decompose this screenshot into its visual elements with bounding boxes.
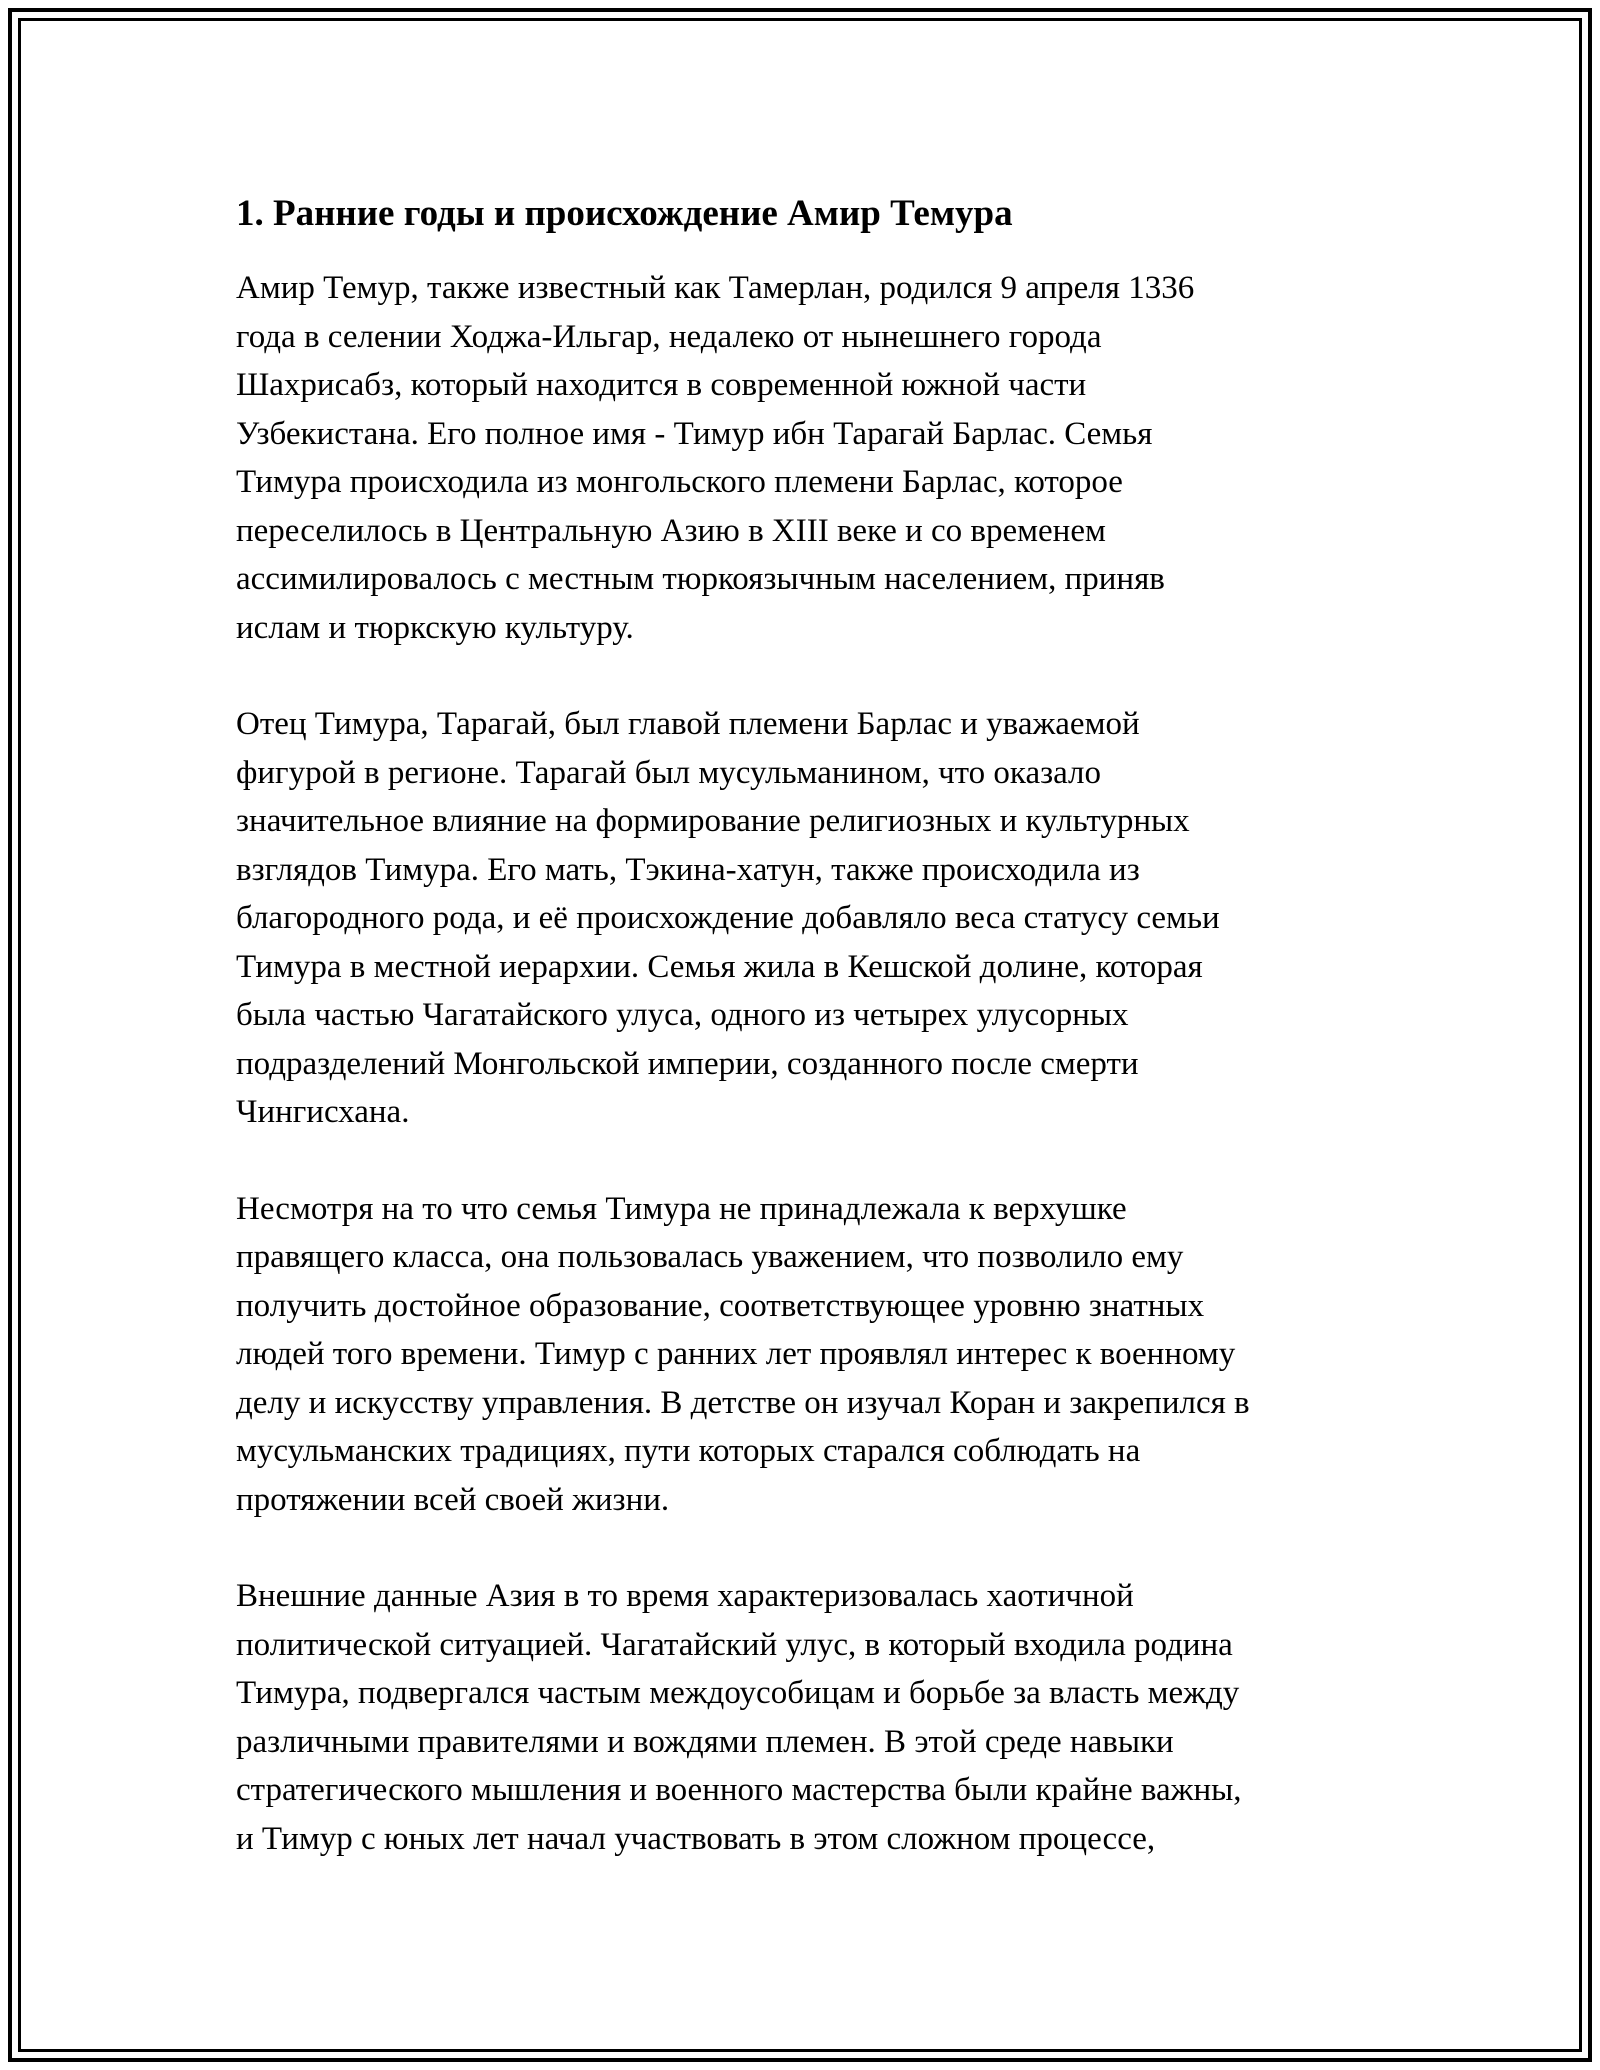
document-body	[236, 186, 1376, 1863]
text-line: Амир Темур, также известный как Тамерлан, родился 9 апреля 1336	[236, 270, 1195, 306]
text-line: подразделений Монгольской империи, созданного после смерти	[236, 1045, 1139, 1082]
text-line: мусульманских традициях, пути которых старался соблюдать на	[236, 1433, 1141, 1469]
text-line: благородного рода, и её происхождение добавляло веса статусу семьи	[236, 900, 1220, 936]
section-title: 1. Ранние годы и происхождение Амир Темура	[236, 193, 1013, 234]
text-line: Шахрисабз, который находится в современной южной части	[236, 367, 1087, 403]
text-line: различными правителями и вождями племен. В этой среде навыки	[236, 1723, 1174, 1760]
text-line: получить достойное образование, соответствующее уровню знатных	[236, 1287, 1205, 1324]
text-line: взглядов Тимура. Его мать, Тэкина-хатун, также происходила из	[236, 851, 1140, 888]
text-line: года в селении Ходжа-Ильгар, недалеко от нынешнего города	[236, 318, 1102, 355]
text-line: Чингисхана.	[236, 1094, 410, 1130]
text-line: Внешние данные Азия в то время характеризовалась хаотичной	[236, 1578, 1134, 1614]
text-line: фигурой в регионе. Тарагай был мусульманином, что оказало	[236, 754, 1102, 791]
text-line: стратегического мышления и военного мастерства были крайне важны,	[236, 1772, 1242, 1808]
text-line: переселилось в Центральную Азию в XIII веке и со временем	[236, 512, 1106, 549]
text-line: Отец Тимура, Тарагай, был главой племени Барлас и уважаемой	[236, 706, 1140, 742]
text-line: Тимура происходила из монгольского племени Барлас, которое	[236, 464, 1123, 500]
text-line: делу и искусству управления. В детстве он изучал Коран и закрепился в	[236, 1384, 1250, 1421]
text-line: Тимура в местной иерархии. Семья жила в Кешской долине, которая	[236, 948, 1203, 985]
paragraph-3	[236, 1185, 1376, 1525]
text-line: Узбекистана. Его полное имя - Тимур ибн Тарагай Барлас. Семья	[236, 415, 1153, 452]
text-line: ассимилировалось с местным тюркоязычным населением, приняв	[236, 561, 1165, 597]
paragraph-4	[236, 1572, 1376, 1863]
text-line: людей того времени. Тимур с ранних лет проявлял интерес к военному	[236, 1336, 1236, 1372]
text-line: и Тимур с юных лет начал участвовать в этом сложном процессе,	[236, 1820, 1156, 1857]
text-line: ислам и тюркскую культуру.	[236, 609, 634, 646]
paragraph-2	[236, 700, 1376, 1137]
text-line: Тимура, подвергался частым междоусобицам и борьбе за власть между	[236, 1675, 1240, 1711]
text-line: политической ситуацией. Чагатайский улус, в который входила родина	[236, 1626, 1233, 1663]
text-line: значительное влияние на формирование религиозных и культурных	[236, 803, 1190, 839]
text-line: правящего класса, она пользовалась уважением, что позволило ему	[236, 1239, 1184, 1275]
text-line: протяжении всей своей жизни.	[236, 1481, 670, 1518]
text-line: Несмотря на то что семья Тимура не принадлежала к верхушке	[236, 1190, 1127, 1227]
text-line: была частью Чагатайского улуса, одного из четырех улусорных	[236, 997, 1129, 1033]
paragraph-1	[236, 264, 1376, 652]
